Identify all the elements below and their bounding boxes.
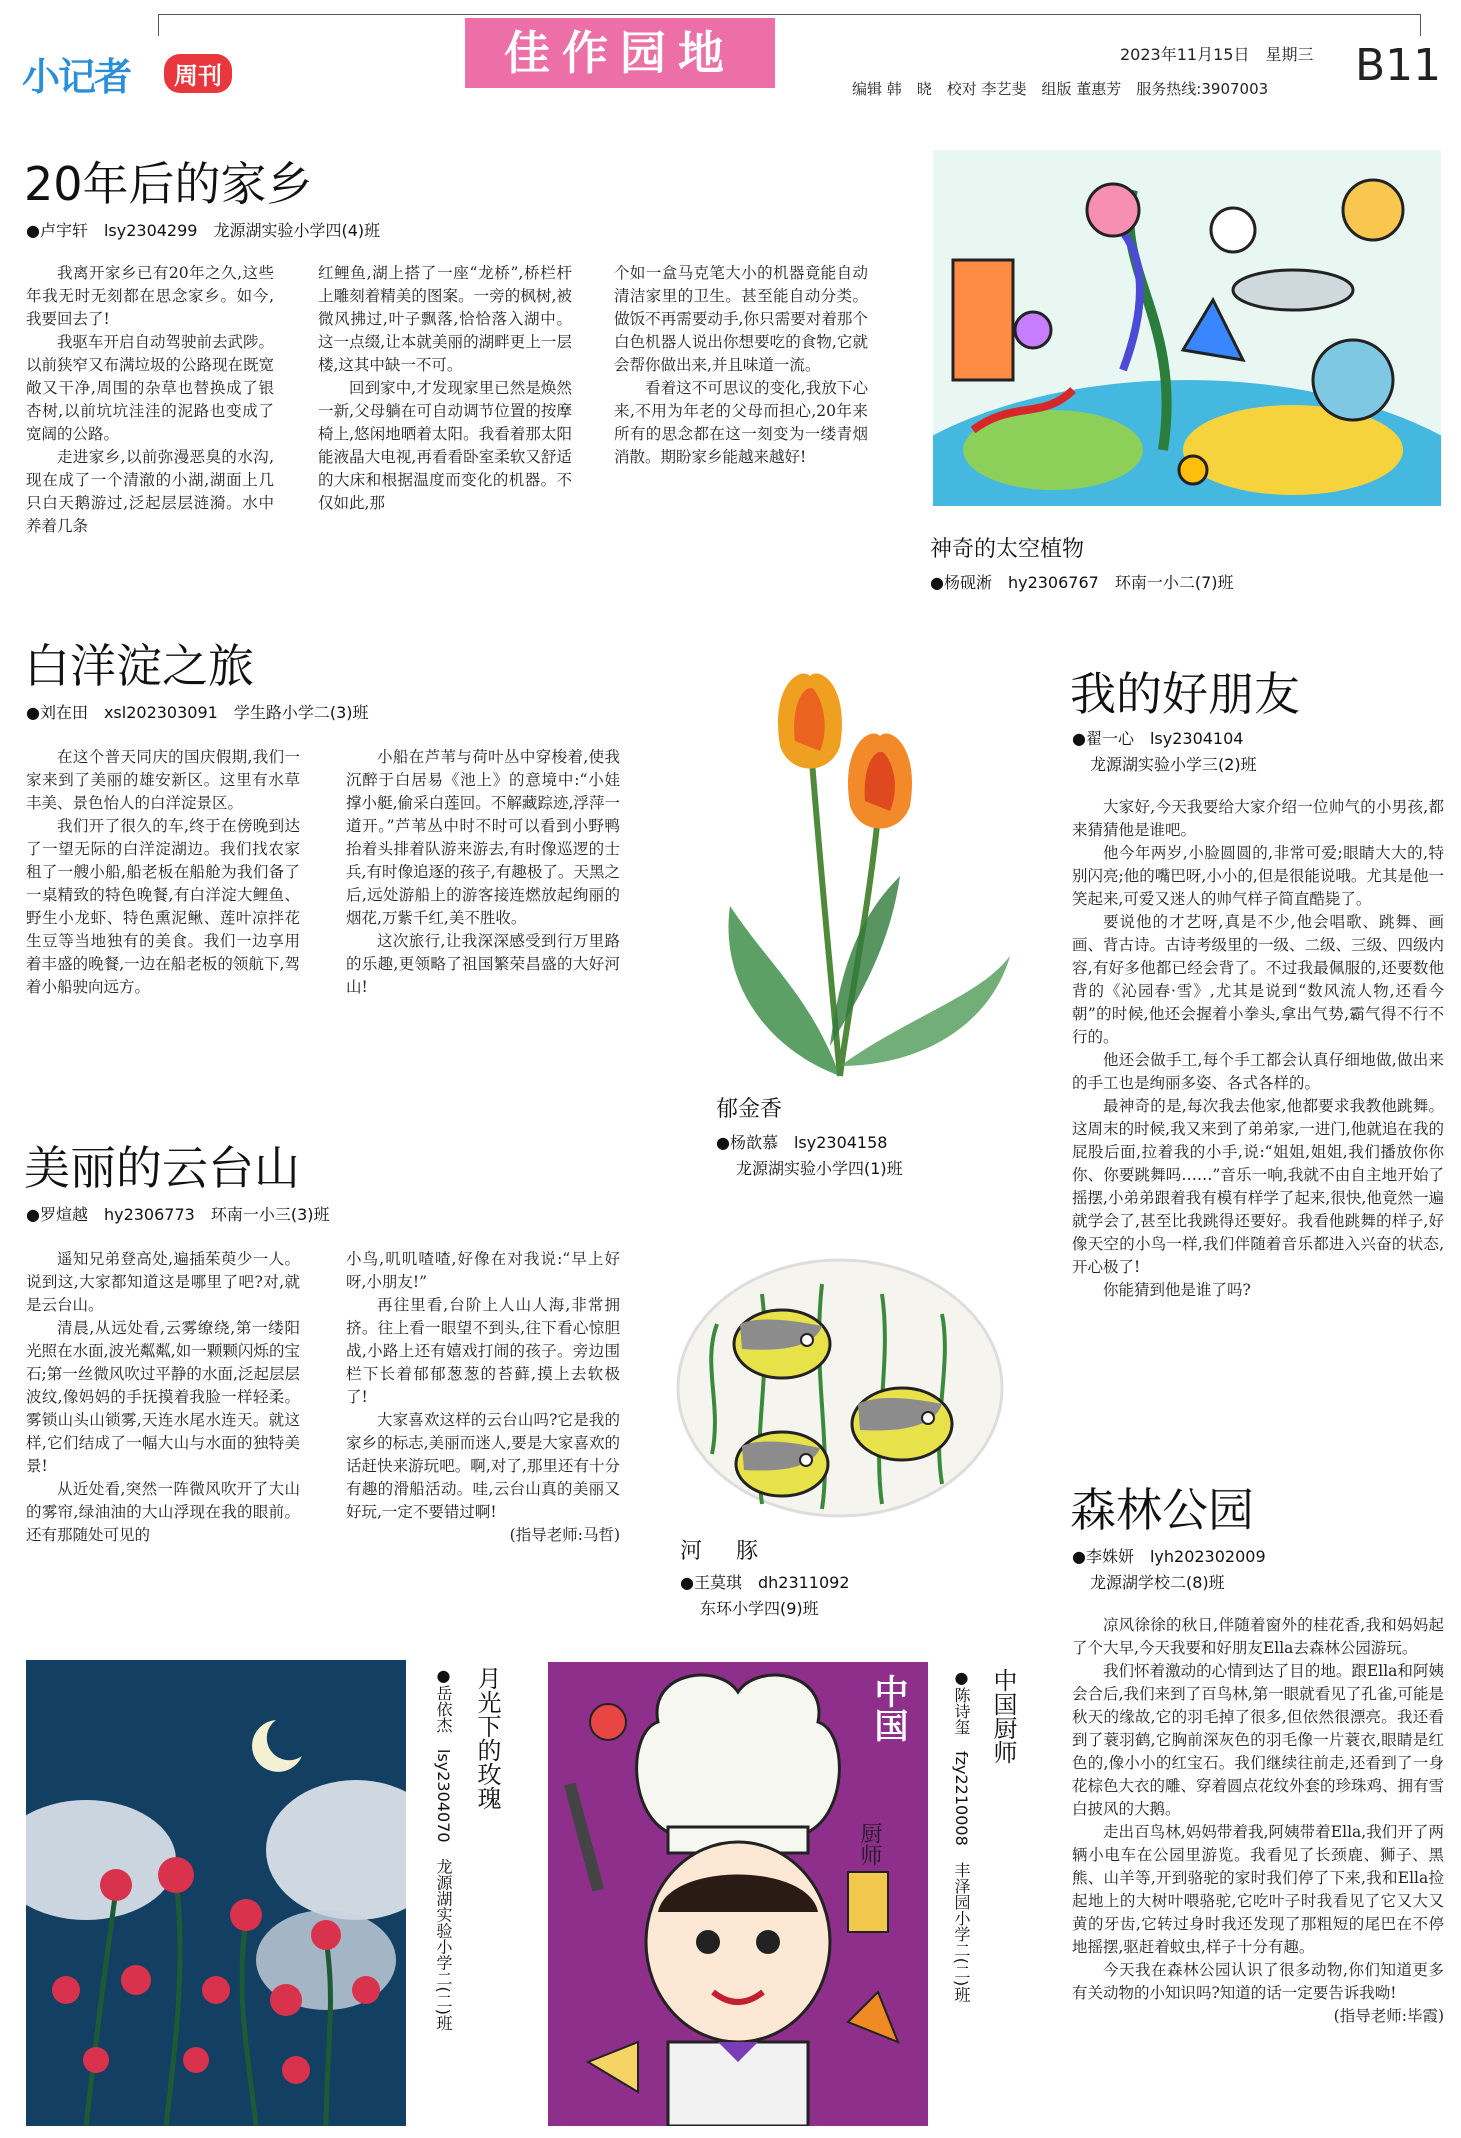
paragraph: 我离开家乡已有20年之久,这些年我无时无刻都在思念家乡。如今,我要回去了! <box>26 264 274 328</box>
masthead-logo <box>22 42 252 98</box>
header-rule-right-tick <box>1420 14 1421 36</box>
paragraph: 他还会做手工,每个手工都会认真仔细地做,做出来的手工也是绚丽多姿、各式各样的。 <box>1072 1051 1444 1092</box>
artwork-caption: 神奇的太空植物 <box>930 537 1085 562</box>
paragraph: 再往里看,台阶上人山人海,非常拥挤。往上看一眼望不到头,往下看心惊胆战,小路上还有嬉戏打闹的孩子。旁边围栏下长着郁郁葱葱的苔藓,摸上去软极了! <box>346 1296 620 1406</box>
article-byline: ●卢宇轩 lsy2304299 龙源湖实验小学四(4)班 <box>26 221 381 240</box>
painting-text-chef: 厨师 <box>857 1822 882 1866</box>
article-column <box>1072 796 1444 1432</box>
artwork-byline-school: 龙源湖实验小学四(1)班 <box>736 1159 903 1178</box>
artwork-byline: ●陈诗玺 fzy2210008 丰泽园小学二(二)班 <box>952 1668 971 2003</box>
artwork-byline: ●杨歆慕 lsy2304158 <box>716 1133 888 1152</box>
paragraph: 红鲤鱼,湖上搭了一座“龙桥”,桥栏杆上雕刻着精美的图案。一旁的枫树,被微风拂过,叶子飘落,恰恰落入湖中。这一点缀,让本就美丽的湖畔更上一层楼,这其中缺一不可。 <box>318 264 572 374</box>
pufferfish-icon <box>734 1310 830 1378</box>
paragraph: 小船在芦苇与荷叶丛中穿梭着,使我沉醉于白居易《池上》的意境中:“小娃撑小艇,偷采白莲回。不解藏踪迹,浮萍一道开。”芦苇丛中时不时可以看到小野鸭抬着头排着队游来游去,有时像巡逻的士兵,有时像追逐的孩子,有趣极了。天黑之后,远处游船上的游客接连燃放起绚丽的烟花,万紫千红,美不胜收。 <box>346 748 620 927</box>
article-column <box>614 262 868 578</box>
artwork-byline: ●杨砚淅 hy2306767 环南一小二(7)班 <box>930 573 1234 592</box>
paragraph: 大家喜欢这样的云台山吗?它是我的家乡的标志,美丽而迷人,要是大家喜欢的话赶快来游玩吧。啊,对了,那里还有十分有趣的滑船活动。哇,云台山真的美丽又好玩,一定不要错过啊! <box>346 1411 620 1521</box>
article-title: 20年后的家乡 <box>24 157 313 211</box>
paragraph: 大家好,今天我要给大家介绍一位帅气的小男孩,都来猜猜他是谁吧。 <box>1072 798 1444 839</box>
painting-text-china: 中国 <box>868 1674 908 1742</box>
paragraph: 我们怀着激动的心情到达了目的地。跟Ella和阿姨会合后,我们来到了百鸟林,第一眼就看见了孔雀,可能是秋天的缘故,它的羽毛掉了很多,但依然很漂亮。我还看到了蓑羽鹤,它胸前深灰色的羽毛像一片蓑衣,眼睛是红色的,像小小的红宝石。我们继续往前走,还看到了一身花棕色大衣的雕、穿着圆点花纹外套的珍珠鸡、拥有雪白披风的大鹅。 <box>1072 1662 1444 1818</box>
article-title: 森林公园 <box>1070 1483 1254 1537</box>
chinese-chef-painting <box>548 1662 928 2126</box>
artwork-caption: 河 豚 <box>680 1539 765 1564</box>
article-column <box>26 262 274 578</box>
article-byline-school: 龙源湖实验小学三(2)班 <box>1090 755 1257 774</box>
paragraph: 看着这不可思议的变化,我放下心来,不用为年老的父母而担心,20年来所有的思念都在这一刻变为一缕青烟消散。期盼家乡能越来越好! <box>614 379 868 466</box>
logo-badge: 周刊 <box>164 54 232 93</box>
article-title: 白洋淀之旅 <box>24 639 254 693</box>
article-column <box>26 1248 300 1600</box>
article-column <box>346 1248 620 1600</box>
paragraph: 在这个普天同庆的国庆假期,我们一家来到了美丽的雄安新区。这里有水草丰美、景色怡人的白洋淀景区。 <box>26 748 300 812</box>
chef-hat-icon <box>637 1675 840 1832</box>
artwork-caption: 月光下的玫瑰 <box>473 1666 501 1810</box>
space-plants-painting <box>933 150 1441 506</box>
article-title: 我的好朋友 <box>1070 667 1300 721</box>
paragraph: 小鸟,叽叽喳喳,好像在对我说:“早上好呀,小朋友!” <box>346 1250 620 1291</box>
article-byline: ●李姝妍 lyh202302009 <box>1072 1547 1266 1566</box>
paragraph: 你能猜到他是谁了吗? <box>1103 1281 1251 1299</box>
header-rule-left-tick <box>158 14 159 36</box>
tulip-painting <box>690 666 1030 1086</box>
paragraph: 凉风徐徐的秋日,伴随着窗外的桂花香,我和妈妈起了个大早,今天我要和好朋友Ella去森林公园游玩。 <box>1072 1616 1444 1657</box>
teacher-credit: (指导老师:毕霞) <box>1333 2007 1444 2025</box>
article-title: 美丽的云台山 <box>24 1141 300 1195</box>
article-column <box>318 262 572 578</box>
artwork-caption: 郁金香 <box>716 1097 783 1122</box>
paragraph: 最神奇的是,每次我去他家,他都要求我教他跳舞。这周末的时候,我又来到了弟弟家,一进门,他就追在我的屁股后面,拉着我的小手,说:“姐姐,姐姐,我们播放你你你、你要跳舞吗……”音乐一响,我就不由自主地开始了摇摆,小弟弟跟着我有模有样学了起来,很快,他竟然一遍就学会了,甚至比我跳得还要好。我看他跳舞的样子,好像天空的小鸟一样,我们伴随着音乐都进入兴奋的状态,开心极了! <box>1072 1097 1444 1276</box>
article-byline: ●翟一心 lsy2304104 <box>1072 729 1244 748</box>
paragraph: 我驱车开启自动驾驶前去武陟。以前狭窄又布满垃圾的公路现在既宽敞又干净,周围的杂草也替换成了银杏树,以前坑坑洼洼的泥路也变成了宽阔的公路。 <box>26 333 274 443</box>
issue-date: 2023年11月15日 星期三 <box>1120 45 1314 64</box>
paragraph: 走出百鸟林,妈妈带着我,阿姨带着Ella,我们开了两辆小电车在公园里游览。我看见了长颈鹿、狮子、黑熊、山羊等,开到骆驼的家时我们停了下来,我和Ella捡起地上的大树叶喂骆驼,它吃叶子时我看见了它又大又黄的牙齿,它转过身时我还发现了那粗短的尾巴在不停地摇摆,驱赶着蚊虫,样子十分有趣。 <box>1072 1823 1444 1956</box>
paragraph: 他今年两岁,小脸圆圆的,非常可爱;眼睛大大的,特别闪亮;他的嘴巴呀,小小的,但是很能说哦。尤其是他一笑起来,可爱又迷人的帅气样子简直酷毙了。 <box>1072 844 1444 908</box>
paragraph: 个如一盒马克笔大小的机器竟能自动清洁家里的卫生。甚至能自动分类。做饭不再需要动手,你只需要对着那个白色机器人说出你想要吃的食物,它就会帮你做出来,并且味道一流。 <box>614 264 868 374</box>
section-banner: 佳作园地 <box>465 18 775 88</box>
artwork-byline-school: 东环小学四(9)班 <box>700 1599 819 1618</box>
page-number: B11 <box>1355 40 1442 91</box>
article-column <box>1072 1614 1444 2128</box>
paragraph: 这次旅行,让我深深感受到行万里路的乐趣,更领略了祖国繁荣昌盛的大好河山! <box>346 932 620 996</box>
paragraph: 回到家中,才发现家里已然是焕然一新,父母躺在可自动调节位置的按摩椅上,悠闲地晒着太阳。我看着那太阳能液晶大电视,再看看卧室柔软又舒适的大床和根据温度而变化的机器。不仅如此,那 <box>318 379 572 512</box>
article-byline: ●罗煊越 hy2306773 环南一小三(3)班 <box>26 1205 330 1224</box>
pufferfish-plate-painting <box>672 1254 1008 1522</box>
artwork-byline: ●岳依杰 lsy2304070 龙源湖实验小学二(二)班 <box>434 1666 453 2031</box>
logo-text: 小记者 <box>22 55 131 99</box>
paragraph: 从近处看,突然一阵微风吹开了大山的雾帘,绿油油的大山浮现在我的眼前。还有那随处可见的 <box>26 1480 300 1544</box>
strawberry-icon <box>590 1704 626 1740</box>
paragraph: 走进家乡,以前弥漫恶臭的水沟,现在成了一个清澈的小湖,湖面上几只白天鹅游过,泛起层层涟漪。水中养着几条 <box>26 448 274 535</box>
paragraph: 清晨,从远处看,云雾缭绕,第一缕阳光照在水面,波光粼粼,如一颗颗闪烁的宝石;第一丝微风吹过平静的水面,泛起层层波纹,像妈妈的手抚摸着我脸一样轻柔。雾锁山头山锁雾,天连水尾水连天。就这样,它们结成了一幅大山与水面的独特美景! <box>26 1319 300 1475</box>
artwork-caption: 中国厨师 <box>989 1668 1017 1764</box>
paragraph: 要说他的才艺呀,真是不少,他会唱歌、跳舞、画画、背古诗。古诗考级里的一级、二级、三级、四级内容,有好多他都已经会背了。不过我最佩服的,还要数他背的《沁园春·雪》,尤其是说到“数风流人物,还看今朝”的时候,他还会握着小拳头,拿出气势,霸气得不行不行的。 <box>1072 913 1444 1046</box>
article-column <box>346 746 620 1062</box>
artwork-byline: ●王莫琪 dh2311092 <box>680 1573 850 1592</box>
article-byline-school: 龙源湖学校二(8)班 <box>1090 1573 1225 1592</box>
paragraph: 今天我在森林公园认识了很多动物,你们知道更多有关动物的小知识吗?知道的话一定要告诉我呦! <box>1072 1961 1444 2002</box>
article-column <box>26 746 300 1062</box>
paragraph: 我们开了很久的车,终于在傍晚到达了一望无际的白洋淀湖边。我们找农家租了一艘小船,船老板在船舱为我们备了一桌精致的特色晚餐,有白洋淀大鲤鱼、野生小龙虾、特色熏泥鳅、莲叶凉拌花生豆等当地独有的美食。我们一边享用着丰盛的晚餐,一边在船老板的领航下,驾着小船驶向远方。 <box>26 817 300 996</box>
header-rule <box>158 14 1420 15</box>
article-byline: ●刘在田 xsl202303091 学生路小学二(3)班 <box>26 703 369 722</box>
staff-line: 编辑 韩 晓 校对 李艺斐 组版 董惠芳 服务热线:3907003 <box>852 80 1269 98</box>
teacher-credit: (指导老师:马哲) <box>509 1526 620 1544</box>
paragraph: 遥知兄弟登高处,遍插茱萸少一人。说到这,大家都知道这是哪里了吧?对,就是云台山。 <box>26 1250 300 1314</box>
moonlit-roses-painting <box>26 1660 406 2126</box>
ice-cream-icon <box>848 1872 888 1932</box>
